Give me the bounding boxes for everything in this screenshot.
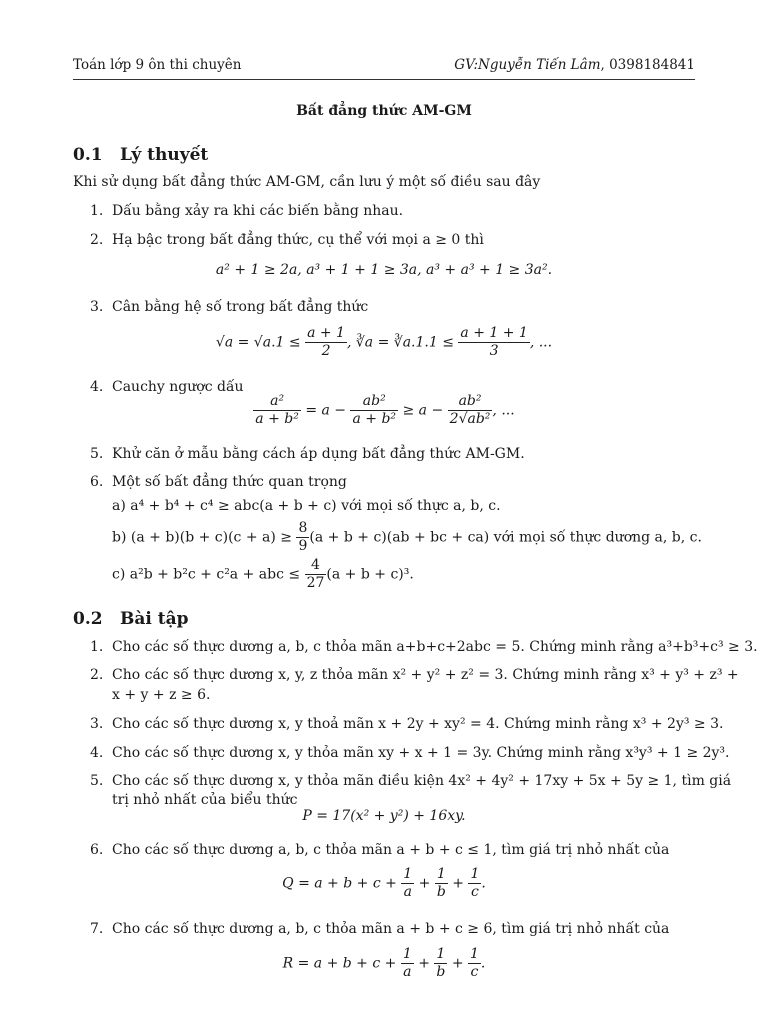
fraction: $\frac{a + 1 + 1}{3}$ <box>460 325 528 359</box>
fraction: $\frac{\text{a²}}{\text{a + b²}}$ <box>255 393 299 427</box>
equation: P = 17(x² + y²) + 16xy. <box>302 808 466 824</box>
fraction: $\frac{1}{b}$ <box>436 866 446 900</box>
header-rule <box>73 79 695 80</box>
fraction: $\frac{1}{c}$ <box>470 866 480 900</box>
equation: a² + 1 ≥ 2a, a³ + 1 + 1 ≥ 3a, a³ + a³ + 1 ≥ 3a². <box>215 262 553 278</box>
section-heading-theory: 0.1 Lý thuyết <box>73 145 209 165</box>
exercise-continuation: x + y + z ≥ 6. <box>112 687 211 703</box>
equation: R = a + b + c + $\frac{1}{a}$ + $\frac{1}{b}$ + $\frac{1}{c}$ . <box>282 946 486 980</box>
fraction: $\frac{8}{9}$ <box>298 520 308 554</box>
header-course: Toán lớp 9 ôn thi chuyên <box>73 57 242 73</box>
equation: Q = a + b + c + $\frac{1}{a}$ + $\frac{1}{b}$ + $\frac{1}{c}$ . <box>282 866 486 900</box>
document-page: Toán lớp 9 ôn thi chuyên GV:Nguyễn Tiến Lâm, 0398184841 Bất đẳng thức AM-GM 0.1 Lý thuyết Khi sử dụng bất đẳng thức AM-GM, cần lưu ý một số điều sau đây 1. Dấu bằng xảy ra khi các biến bằng nhau. 2. Hạ bậc trong bất đẳng thức, cụ thể với mọi a ≥ 0 thì a² + 1 ≥ 2a, a³ + 1 + 1 ≥ 3a, a³ + a³ + 1 ≥ 3a². 3. Cân bằng hệ số trong bất đẳng thức √a = √a.1 ≤ $\frac{a + 1}{2}$ , ∛a = ∛a.1.1 ≤ $\frac{a + 1 + 1}{3}$ , ... 4. Cauchy ngược dấu $\frac{\text{a²}}{\text{a + b²}}$ = a − $\frac{\text{ab²}}{\text{a + b²}}$ ≥ a − $\frac{\text{ab²}}{\text{2√ab²}}$ , ... 5. Khử căn ở mẫu bằng cách áp dụng bất đẳng thức AM-GM. 6. Một số bất đẳng thức quan trọng a) a⁴ + b⁴ + c⁴ ≥ abc(a + b + c) với mọi số thực a, b, c. b) (a + b)(b + c)(c + a) ≥ $\frac{8}{9}$ (a + b + c)(ab + bc + ca) với mọi số thực dương a, b, c. c) a²b + b²c + c²a + abc ≤ $\frac{4}{27}$ (a + b + c)³. 0.2 Bài tập 1. Cho các số thực dương a, b, c thỏa mãn a+b+c+2abc = 5. Chứng minh rằng a³+b³+c³ ≥ 3. 2. Cho các số thực dương x, y, z thỏa mãn x² + y² + z² = 3. Chứng minh rằng x³ + y³ + z³ + x + y + z ≥ 6. 3. Cho các số thực dương x, y thoả mãn x + 2y + xy² = 4. Chứng minh rằng x³ + 2y³ ≥ 3. 4. Cho các số thực dương x, y thỏa mãn xy + x + 1 = 3y. Chứng minh rằng x³y³ + 1 ≥ 2y³. 5. Cho các số thực dương x, y thỏa mãn điều kiện 4x² + 4y² + 17xy + 5x + 5y ≥ 1, tìm giá trị nhỏ nhất của biểu thức P = 17(x² + y²) + 16xy. 6. Cho các số thực dương a, b, c thỏa mãn a + b + c ≤ 1, tìm giá trị nhỏ nhất của Q = a + b + c + $\frac{1}{a}$ + $\frac{1}{b}$ + $\frac{1}{c}$ . 7. Cho các số thực dương a, b, c thỏa mãn a + b + c ≥ 6, tìm giá trị nhỏ nhất của R = a + b + c + $\frac{1}{a}$ + $\frac{1}{b}$ + $\frac{1}{c}$ . <box>0 0 768 1024</box>
fraction: $\frac{1}{b}$ <box>436 946 446 980</box>
equation: √a = √a.1 ≤ $\frac{a + 1}{2}$ , ∛a = ∛a.1.1 ≤ $\frac{a + 1 + 1}{3}$ , ... <box>215 325 553 359</box>
fraction: $\frac{1}{a}$ <box>402 946 412 980</box>
fraction: $\frac{\text{ab²}}{\text{2√ab²}}$ <box>449 393 491 427</box>
sub-item-a: a) a⁴ + b⁴ + c⁴ ≥ abc(a + b + c) với mọi số thực a, b, c. <box>112 498 501 514</box>
fraction: $\frac{1}{c}$ <box>470 946 479 980</box>
fraction: $\frac{1}{a}$ <box>403 866 413 900</box>
header-author: GV:Nguyễn Tiến Lâm, 0398184841 <box>454 57 695 73</box>
fraction: $\frac{\text{ab²}}{\text{a + b²}}$ <box>352 393 397 427</box>
theory-intro: Khi sử dụng bất đẳng thức AM-GM, cần lưu ý một số điều sau đây <box>73 174 541 190</box>
fraction: $\frac{4}{27}$ <box>306 557 325 591</box>
document-title: Bất đẳng thức AM-GM <box>296 103 472 119</box>
exercise-continuation: trị nhỏ nhất của biểu thức <box>112 792 298 808</box>
sub-item-b: b) (a + b)(b + c)(c + a) ≥ $\frac{8}{9}$ (a + b + c)(ab + bc + ca) với mọi số thực dương a, b, c. <box>112 520 702 554</box>
equation: $\frac{\text{a²}}{\text{a + b²}}$ = a − $\frac{\text{ab²}}{\text{a + b²}}$ ≥ a − $\frac{\text{ab²}}{\text{2√ab²}}$ , ... <box>255 393 515 427</box>
section-heading-exercises: 0.2 Bài tập <box>73 609 189 629</box>
sub-item-c: c) a²b + b²c + c²a + abc ≤ $\frac{4}{27}$ (a + b + c)³. <box>112 557 414 591</box>
fraction: $\frac{a + 1}{2}$ <box>307 325 345 359</box>
